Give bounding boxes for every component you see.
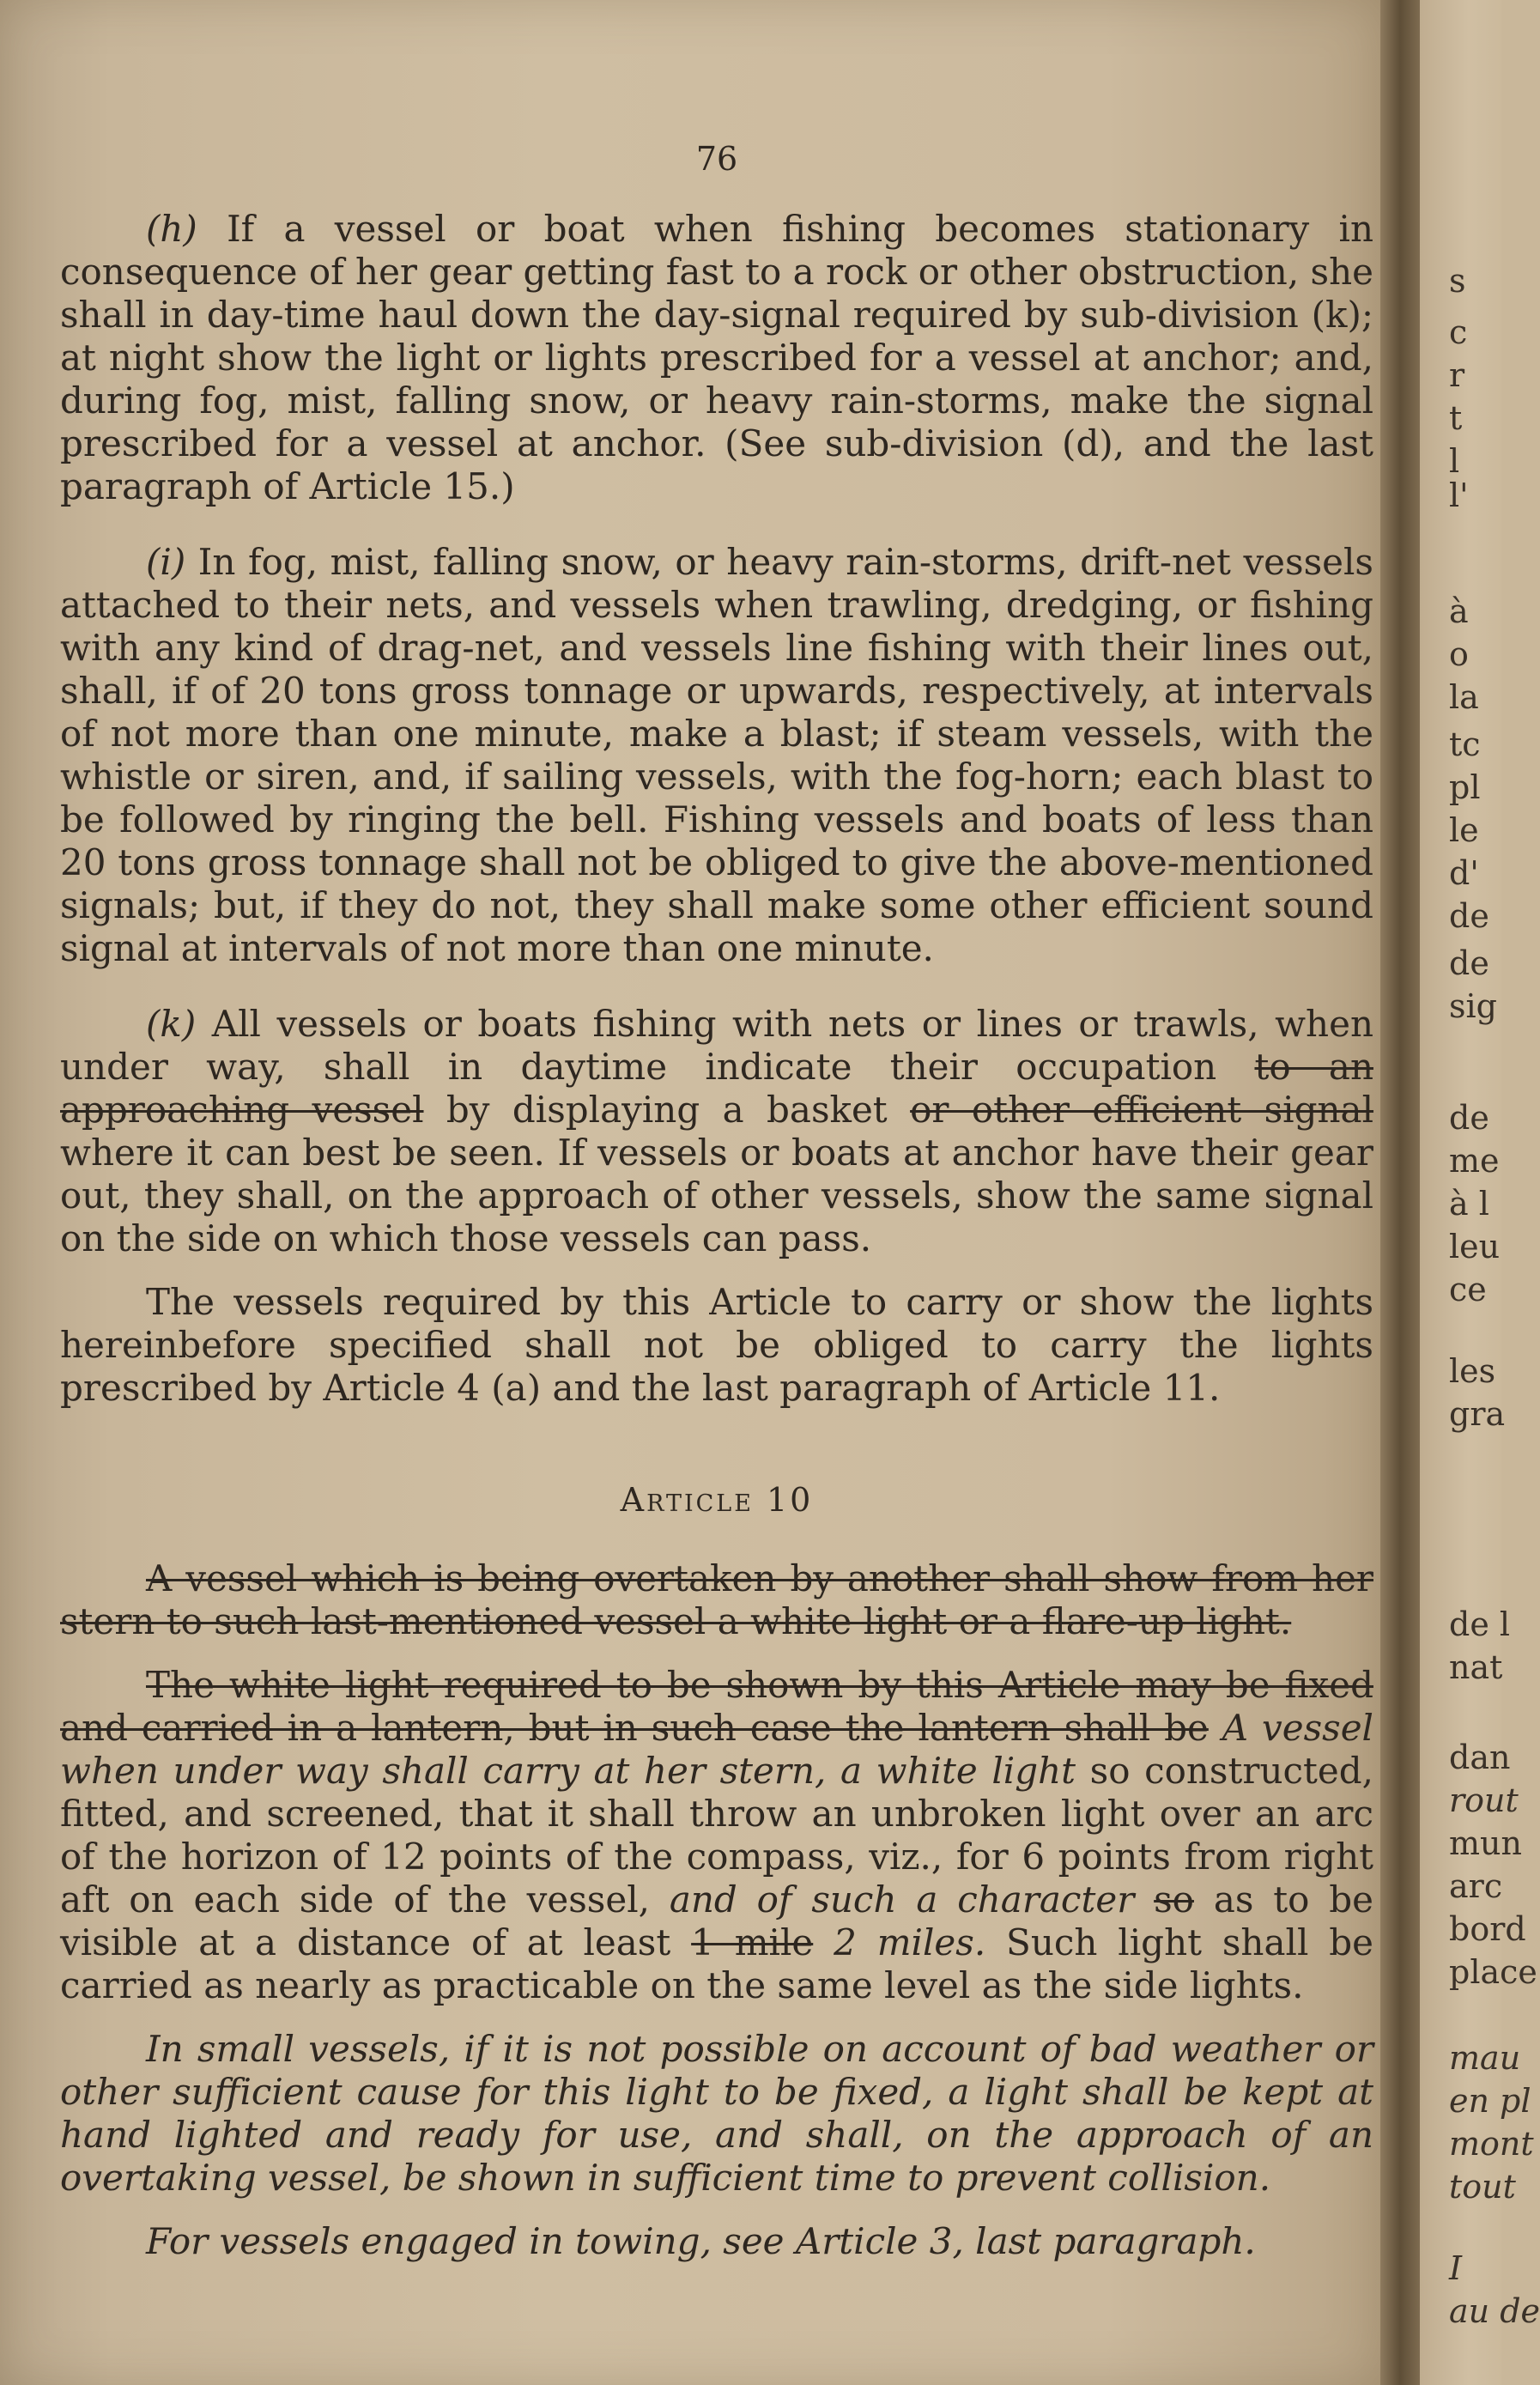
adjacent-page-fragment: t — [1449, 399, 1463, 437]
paragraph-i-text: In fog, mist, falling snow, or heavy rain-storms, drift-net vessels attached to their nets, and vessels when trawling, dredging, or fishing with any kind of drag-net, and vessels line fishing with their lines out, shall, if of 20 tons gross tonnage or upwards, respectively, at intervals of not more than one minute, make a blast; if steam vessels, with the whistle or siren, and, if sailing vessels, with the fog-horn; each blast to be followed by ringing the bell. Fishing vessels and boats of less than 20 tons gross tonnage shall not be obliged to give the above-mentioned signals; but, if they do not, they shall make some other efficient sound signal at intervals of not more than one minute. — [60, 541, 1373, 969]
adjacent-page-fragment: me — [1449, 1142, 1500, 1180]
article-paragraph-4 — [60, 2220, 1373, 2263]
adjacent-page-fragment: mun — [1449, 1824, 1522, 1862]
article-paragraph-2 — [60, 1664, 1373, 2007]
adjacent-page-fragment: gra — [1449, 1395, 1506, 1433]
adjacent-page-fragment: de — [1449, 1099, 1489, 1137]
article-paragraph-2-strike: The white light required to be shown by this Article may be fixed and carried in a lantern, but in such case the lantern shall be — [60, 1664, 1373, 1749]
adjacent-page-fragment: o — [1449, 635, 1469, 673]
paragraph-k-strike-2: or other efficient signal — [910, 1089, 1374, 1131]
adjacent-page-fragment: s — [1449, 262, 1466, 300]
paragraph-i — [60, 541, 1373, 970]
adjacent-page-fragment: la — [1449, 678, 1479, 716]
adjacent-page-fragment: au de — [1449, 2292, 1540, 2330]
paragraph-k-strike-1: to an approaching vessel — [60, 1046, 1373, 1131]
adjacent-page-fragment: à l — [1449, 1185, 1489, 1223]
adjacent-page-fragment: l' — [1449, 476, 1469, 514]
adjacent-page-fragment: de — [1449, 897, 1489, 935]
adjacent-page-fragment: c — [1449, 313, 1468, 351]
paragraph-k-text-2: by displaying a basket — [446, 1089, 888, 1131]
paragraph-h-label: (h) — [146, 208, 197, 250]
adjacent-page-fragment: sig — [1449, 987, 1497, 1025]
adjacent-page-fragment: ce — [1449, 1271, 1487, 1308]
paragraph-required-vessels: The vessels required by this Article to carry or show the lights hereinbefore specified shall not be obliged to carry the lights prescribed by Article 4 (a) and the last paragraph of Article 11. — [60, 1281, 1373, 1409]
adjacent-page-fragment: à — [1449, 592, 1469, 630]
adjacent-page-fragment: le — [1449, 811, 1479, 849]
adjacent-page-fragment: mont — [1449, 2125, 1534, 2163]
paragraph-k — [60, 1003, 1373, 1260]
adjacent-page-fragment: d' — [1449, 854, 1479, 892]
adjacent-page-fragment: tout — [1449, 2168, 1516, 2206]
adjacent-page-fragment: dan — [1449, 1739, 1511, 1776]
page-text — [60, 137, 1373, 2296]
adjacent-page-fragment: I — [1449, 2249, 1463, 2287]
adjacent-page-fragment: tc — [1449, 725, 1481, 763]
article-paragraph-2-italic-1: A vessel when under way shall carry at her stern, a white light — [60, 1707, 1373, 1792]
paragraph-h — [60, 208, 1373, 508]
article-paragraph-1-struck: A vessel which is being overtaken by another shall show from her stern to such last-mentioned vessel a white light or a flare-up light. — [60, 1557, 1373, 1642]
article-paragraph-4-italic: For vessels engaged in towing, see Article 3, last paragraph. — [146, 2220, 1256, 2262]
article-heading: Article 10 — [620, 1481, 814, 1519]
article-paragraph-2-text-3: Such light shall be carried as nearly as practicable on the same level as the side lights. — [60, 1921, 1373, 2006]
article-paragraph-2-strike-2: so — [1154, 1878, 1194, 1921]
adjacent-page-fragment: rout — [1449, 1781, 1519, 1819]
adjacent-page-fragment: mau — [1449, 2039, 1521, 2077]
adjacent-page-fragment: r — [1449, 356, 1465, 394]
adjacent-page-fragment: bord — [1449, 1910, 1526, 1948]
article-paragraph-2-strike-3: 1 mile — [691, 1921, 814, 1963]
paragraph-i-label: (i) — [146, 541, 186, 583]
adjacent-page-fragment: les — [1449, 1352, 1496, 1390]
page-number: 76 — [695, 140, 738, 178]
article-paragraph-2-italic-3: 2 miles. — [834, 1921, 986, 1963]
adjacent-page-fragment: place — [1449, 1953, 1537, 1991]
adjacent-page-fragment: nat — [1449, 1648, 1503, 1686]
adjacent-page-fragment: de l — [1449, 1605, 1511, 1643]
adjacent-page-fragment: de — [1449, 944, 1489, 982]
article-paragraph-3-italic: In small vessels, if it is not possible on account of bad weather or other sufficient cause for this light to be fixed, a light shall be kept at hand lighted and ready for use, and shall, on the approach of an overtaking vessel, be shown in sufficient time to prevent collision. — [60, 2028, 1373, 2199]
adjacent-page-fragment: pl — [1449, 768, 1481, 806]
paragraph-k-text-3: where it can best be seen. If vessels or boats at anchor have their gear out, they shall, on the approach of other vessels, show the same signal on the side on which those vessels can pass. — [60, 1132, 1373, 1259]
paragraph-h-text: If a vessel or boat when fishing becomes stationary in consequence of her gear getting fast to a rock or other obstruction, she shall in day-time haul down the day-signal required by sub-division (k); at night show the light or lights prescribed for a vessel at anchor; and, during fog, mist, falling snow, or heavy rain-storms, make the signal prescribed for a vessel at anchor. (See sub-division (d), and the last paragraph of Article 15.) — [60, 208, 1374, 507]
adjacent-page-fragment: arc — [1449, 1867, 1503, 1905]
adjacent-page-fragment: en pl — [1449, 2082, 1531, 2120]
article-paragraph-2-italic-2: and of such a character — [669, 1878, 1135, 1921]
article-paragraph-2-text-2: as to be visible at a distance of at least — [60, 1878, 1373, 1963]
book-gutter — [1380, 0, 1420, 2385]
article-paragraph-3 — [60, 2028, 1373, 2200]
adjacent-page-fragment: leu — [1449, 1228, 1501, 1265]
paragraph-k-label: (k) — [146, 1003, 197, 1045]
paragraph-k-text-1: All vessels or boats fishing with nets or lines or trawls, when under way, shall in daytime indicate their occupation — [60, 1003, 1373, 1088]
adjacent-page-edge — [1420, 0, 1540, 2385]
article-paragraph-2-text-1: so constructed, fitted, and screened, that it shall throw an unbroken light over an arc of the horizon of 12 points of the compass, viz., for 6 points from right aft on each side of the vessel, — [60, 1750, 1373, 1921]
adjacent-page-fragment: l — [1449, 442, 1460, 480]
